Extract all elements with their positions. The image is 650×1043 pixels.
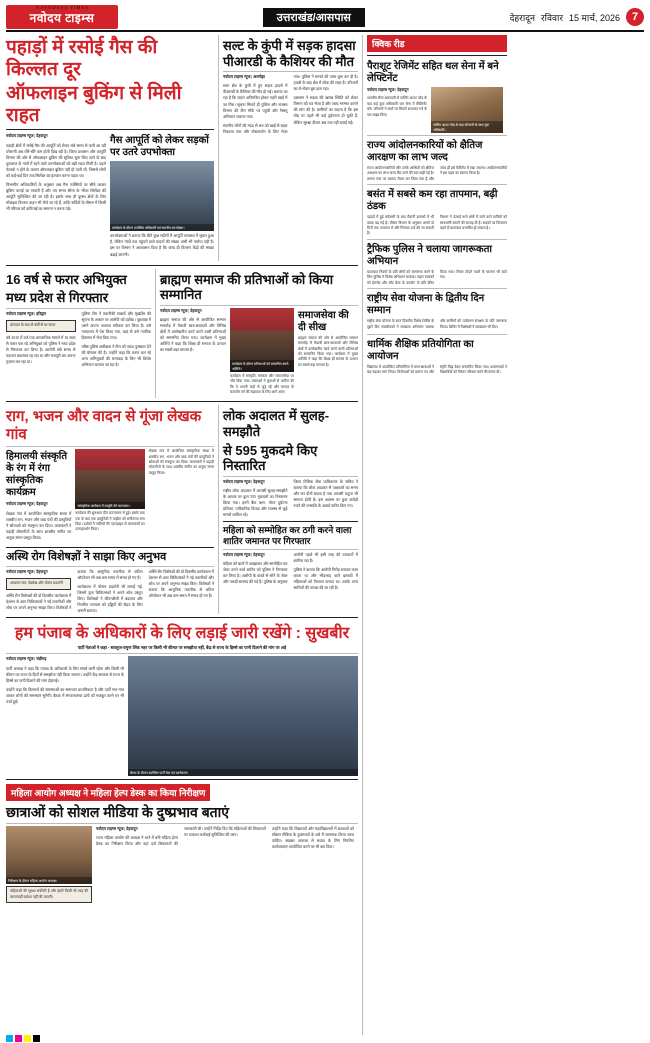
lead-body-2: विभागीय अधिकारियों के अनुसार अब गैस एजेंसियों पर सीधे जाकर बुकिंग कराई जा सकती है और तय समय सीमा के भीतर सिलेंडर की आपूर्ति सुनिश्चित की जा रही है। इसके साथ ही दूरस्थ क्षेत्रों के लिए मोबाइल वितरण वाहन भी भेजे जा रहे हैं, ताकि सर्दियों के मौसम में किसी भी परिवार को कठिनाई का सामना न करना पड़े। [6, 182, 106, 212]
quick-read-item[interactable] [367, 291, 507, 331]
music-photo-caption: सांस्कृतिक कार्यक्रम में प्रस्तुति देते कलाकार। [75, 502, 144, 509]
quick-read-headline: बसंत में सबसे कम रहा तापमान, बढ़ी ठंडक [367, 189, 498, 213]
salt-body-3: प्रशासन ने सड़क की खराब स्थिति को लेकर विभाग को पत्र भेजा है और जल्द मरम्मत कराने की मांग की है। ग्रामीणों का कहना है कि इस मोड़ पर पहले भी कई दुर्घटनाएं हो चुकी हैं, लेकिन सुरक्षा दीवार अब तक नहीं बनाई गई। [293, 96, 358, 125]
fugitive-story [6, 269, 151, 399]
quick-read-rail [362, 35, 507, 1035]
page-number: 7 [626, 8, 644, 26]
sukhbir-subhead: पार्टी नेताओं ने कहा - सतलुज-यमुना लिंक नहर पर किसी भी कीमत पर समझौता नहीं, केंद्र से राज्य के हिस्से का पानी दिलाने की मांग पर अड़े [77, 645, 287, 651]
music-byline: नवोदय टाइम्स न्यूज | देहरादून [6, 501, 48, 507]
sukhbir-body: पार्टी अध्यक्ष ने कहा कि पंजाब के अधिकारों के लिए संघर्ष जारी रहेगा और किसी भी कीमत पर राज्य के हितों से समझौता नहीं किया जाएगा। उन्होंने केंद्र सरकार से राज्य के हिस्से का पानी दिलाने की मांग दोहराई। [6, 666, 124, 683]
women-commission-byline: नवोदय टाइम्स न्यूज | देहरादून [96, 826, 138, 832]
women-commission-story [6, 783, 358, 906]
lok-adalat-body: राष्ट्रीय लोक अदालत में आपसी सुलह-समझौते के आधार पर कुल 595 मुकदमों का निस्तारण किया गया। इनमें बैंक ऋण, मोटर दुर्घटना प्रतिकर, पारिवारिक विवाद और राजस्व से जुड़े मामले शामिल रहे। [223, 488, 288, 518]
ortho-headline: अस्थि रोग विशेषज्ञों ने साझा किए अनुभव [6, 550, 167, 563]
brahman-headline: ब्राह्मण समाज की प्रतिभाओं को किया सम्मानित [160, 271, 334, 303]
lead-photo [110, 161, 214, 231]
sukhbir-photo [128, 656, 358, 776]
music-body: लेखक गांव में आयोजित सांस्कृतिक संध्या में शास्त्रीय राग, भजन और वाद्य यंत्रों की प्रस्तुतियों ने श्रोताओं को मंत्रमुग्ध कर दिया। कलाकारों ने पहाड़ी लोकगीतों के साथ शास्त्रीय संगीत का अनूठा संगम प्रस्तुत किया। [6, 511, 72, 540]
women-commission-quote: महिलाओं की सुरक्षा सर्वोपरि है और इसमें किसी भी तरह की लापरवाही बर्दाश्त नहीं की जाएगी। [6, 886, 92, 903]
fugitive-body-3: वरिष्ठ पुलिस अधीक्षक ने टीम को नकद पुरस्कार देने की घोषणा की है। उन्होंने कहा कि फरार चल रहे अन्य अभियुक्तों की धरपकड़ के लिए भी विशेष अभियान चलाया जा रहा है। [81, 344, 151, 368]
brahman-photo [230, 308, 294, 372]
quick-read-item[interactable] [367, 59, 507, 133]
brahman-story [155, 269, 358, 399]
quick-read-headline: पैराशूट रेजिमेंट सहित थल सेना में बने लेफ्टिनेंट [367, 61, 499, 84]
brahman-body: ब्राह्मण समाज की ओर से आयोजित सम्मान समारोह में मेधावी छात्र-छात्राओं और विभिन्न क्षेत्रों में उल्लेखनीय कार्य करने वाली प्रतिभाओं को सम्मानित किया गया। कार्यक्रम में मुख्य अतिथि ने कहा कि शिक्षा ही समाज के उत्थान का सबसे बड़ा माध्यम है। [160, 317, 226, 353]
fugitive-body: वर्ष 2010 में दर्ज एक आपराधिक मामले में 16 साल से फरार चल रहे अभियुक्त को पुलिस ने मध्य प्रदेश से गिरफ्तार कर लिया है। आरोपी लंबे समय से पहचान बदलकर रह रहा था और मजदूरी कर अपना गुजारा कर रहा था। [6, 335, 76, 364]
fugitive-byline: नवोदय टाइम्स न्यूज | हरिद्वार [6, 310, 47, 316]
sukhbir-text-col [6, 656, 124, 776]
salt-byline: नवोदय टाइम्स न्यूज | अल्मोड़ा [223, 74, 265, 80]
lok-adalat-headline-2: से 595 मुकदमे किए निस्तारित [223, 442, 318, 474]
quick-read-body-2: विभाग ने ऊंचाई वाले क्षेत्रों में जाने वाले यात्रियों को सावधानी बरतने की सलाह दी है। सड़कों पर फिसलन बढ़ने से यातायात प्रभावित हो सकता है। [440, 215, 507, 230]
quick-read-headline: धार्मिक शैक्षिक प्रतियोगिता का आयोजन [367, 338, 474, 362]
fugitive-headline-1: 16 वर्ष से फरार अभियुक्त [6, 271, 127, 287]
woman-arrest-body: महिला को बातों में उलझाकर और सम्मोहित कर जेवर ठगने वाले शातिर को पुलिस ने गिरफ्तार कर लिया है। आरोपी के कब्जे से सोने के जेवर और नकदी बरामद की गई है। पुलिस के अनुसार आरोपी पहले भी इसी तरह की वारदातों में शामिल रहा है। [223, 552, 358, 585]
publication-logo[interactable]: नवोदय टाइम्स [6, 5, 118, 29]
quick-read-body: राष्ट्रीय सेवा योजना के सात दिवसीय विशेष शिविर के दूसरे दिन स्वयंसेवकों ने स्वच्छता अभियान चलाया और ग्रामीणों को पर्यावरण संरक्षण के प्रति जागरूक किया। शिविर में विशेषज्ञों ने व्याख्यान भी दिए। [367, 319, 507, 329]
edition-name: देहरादून [509, 12, 535, 23]
lok-adalat-byline: नवोदय टाइम्स न्यूज | देहरादून [223, 478, 265, 484]
edition-day: रविवार [540, 12, 564, 23]
ortho-subhead: अध्ययन सत्र, देखरेख और पोस्टर प्रदर्शनी [6, 578, 71, 590]
quick-read-headline: ट्रैफिक पुलिस ने चलाया जागरूकता अभियान [367, 244, 492, 268]
lead-body-3: उपभोक्ताओं ने बताया कि बीते कुछ महीनों में आपूर्ति व्यवस्था में सुधार हुआ है, लेकिन गांवों तक पहुंचने वाले वाहनों की संख्या अभी भी पर्याप्त नहीं है। इस पर विभाग ने आश्वासन दिया है कि जल्द ही वितरण केंद्रों की संख्या बढ़ाई जाएगी। [110, 234, 214, 257]
quick-read-body: भारतीय सैन्य अकादमी से पासिंग आउट परेड के बाद कई युवा अधिकारी थल सेना में लेफ्टिनेंट बने। परिजनों ने कंधों पर सितारे सजाकर गर्व के पल साझा किए। [367, 96, 427, 117]
music-story [6, 405, 214, 614]
third-band [6, 405, 358, 614]
sukhbir-headline: हम पंजाब के अधिकारों के लिए लड़ाई जारी रखेंगे : सुखबीर [14, 625, 350, 643]
lead-text-col [6, 133, 106, 260]
registration-marks [6, 1035, 40, 1042]
lead-subhead: गैस आपूर्ति को लेकर सड़कों पर उतरे उपभोक्ता [110, 135, 209, 159]
women-commission-photo-col [6, 826, 92, 906]
lead-photo-caption: कार्यक्रम के दौरान उपस्थित अधिकारी एवं स्थानीय उपभोक्ता। [110, 224, 214, 231]
music-subhead: हिमालयी संस्कृति के रंग में रंगा सांस्कृतिक कार्यक्रम [6, 451, 68, 499]
quick-read-body: राज्य आंदोलनकारियों और उनके आश्रितों को क्षैतिज आरक्षण का लाभ जल्द दिए जाने की बात कही गई है। शासन स्तर पर प्रस्ताव तैयार कर लिया गया है और जल्द ही इसे कैबिनेट में रखा जाएगा। आंदोलनकारियों ने इस पहल का स्वागत किया है। [367, 166, 507, 181]
lead-byline: नवोदय टाइम्स न्यूज | देहरादून [6, 133, 48, 139]
women-commission-headline: छात्राओं को सोशल मीडिया के दुष्प्रभाव बताएं [6, 804, 230, 821]
lead-photo-col [110, 133, 214, 260]
music-body-2: कार्यक्रम की शुरुआत दीप प्रज्ज्वलन से हुई। इसके बाद एक के बाद एक प्रस्तुतियों ने माहौल को संगीतमय बना दिया। दर्शकों ने तालियों की गड़गड़ाहट से कलाकारों का उत्साहवर्धन किया। [75, 511, 145, 532]
lead-headline-2: ऑफलाइन बुकिंग से मिली राहत [6, 82, 182, 126]
brahman-text-col [160, 308, 226, 399]
masthead [6, 4, 644, 32]
section-title: उत्तराखंड/आसपास [263, 8, 365, 27]
brahman-body-2: कार्यक्रम में संस्कृति, संस्कार और समाजसेवा पर जोर दिया गया। वक्ताओं ने युवाओं से अपील की कि वे अपनी जड़ों से जुड़े रहें और समाज के कमजोर वर्ग की सहायता के लिए आगे आएं। [230, 373, 294, 394]
quick-read-headline: राष्ट्रीय सेवा योजना के द्वितीय दिन सम्मान [367, 293, 485, 317]
quick-read-photo-caption: पासिंग आउट परेड के बाद परिजनों के साथ युवा अधिकारी। [431, 121, 503, 133]
lead-story [6, 35, 214, 261]
quick-read-item[interactable] [367, 337, 507, 377]
sukhbir-story [6, 621, 358, 776]
edition-date: 15 मार्च, 2026 [569, 12, 620, 23]
music-col-3 [149, 449, 214, 543]
sukhbir-byline: नवोदय टाइम्स न्यूज | चंडीगढ़ [6, 656, 47, 662]
music-col-2 [75, 449, 144, 543]
brahman-sidehead: समाजसेवा की दी सीख [298, 309, 349, 333]
quick-read-body: यातायात नियमों के प्रति लोगों को जागरूक करने के लिए पुलिस ने विशेष अभियान चलाया। वाहन चालकों को हेलमेट और सीट बेल्ट के उपयोग के प्रति प्रेरित किया गया। नियम तोड़ने वालों के चालान भी काटे गए। [367, 270, 507, 285]
women-commission-text-col [96, 826, 354, 906]
ortho-byline: नवोदय टाइम्स न्यूज | देहरादून [6, 568, 48, 574]
quick-read-headline: राज्य आंदोलनकारियों को क्षैतिज आरक्षण का लाभ जल्द [367, 140, 483, 163]
woman-arrest-body-2: पुलिस ने बताया कि आरोपी गिरोह बनाकर काम करता था और भीड़भाड़ वाले इलाकों में महिलाओं को निशाना बनाता था। उसके अन्य साथियों की तलाश की जा रही है। [293, 567, 358, 590]
quick-read-item[interactable] [367, 187, 507, 237]
lok-adalat-headline-1: लोक अदालत में सुलह-समझौते [223, 408, 330, 439]
music-col-1 [6, 449, 71, 543]
quick-read-body: विद्यालय में आयोजित प्रतियोगिता में छात्र-छात्राओं ने बढ़-चढ़कर भाग लिया। विजेताओं को प्रमाण पत्र और स्मृति चिह्न देकर सम्मानित किया गया। प्रधानाचार्य ने विद्यार्थियों को निरंतर परिश्रम करने की प्रेरणा दी। [367, 364, 507, 374]
woman-arrest-headline: महिला को सम्मोहित कर ठगी करने वाला शातिर जमानत पर गिरफ्तार [223, 525, 352, 546]
salt-story [218, 35, 358, 261]
salt-body-2: स्थानीय लोगों की मदद से शव को खाई से बाहर निकाला गया और पोस्टमार्टम के लिए भेजा गया। पुलिस ने मामले की जांच शुरू कर दी है। हादसे के बाद क्षेत्र में शोक की लहर है। परिजनों का रो-रोकर बुरा हाल रहा। [223, 75, 358, 134]
ortho-body: अस्थि रोग विशेषज्ञों की दो दिवसीय कार्यशाला में देशभर से आए चिकित्सकों ने नई तकनीकों और शोध पर अपने अनुभव साझा किए। विशेषज्ञों ने बताया कि आधुनिक तकनीक से जटिल ऑपरेशन भी अब कम समय में संभव हो गए हैं। [6, 569, 143, 610]
quick-read-item[interactable] [367, 138, 507, 182]
brahman-byline: नवोदय टाइम्स न्यूज | देहरादून [160, 307, 202, 313]
ortho-body-3: अस्थि रोग विशेषज्ञों की दो दिवसीय कार्यशाला में देशभर से आए चिकित्सकों ने नई तकनीकों और शोध पर अपने अनुभव साझा किए। विशेषज्ञों ने बताया कि आधुनिक तकनीक से जटिल ऑपरेशन भी अब कम समय में संभव हो गए हैं। [148, 569, 214, 599]
women-commission-photo [6, 826, 92, 884]
salt-headline: सल्ट के कुंपी में सड़क हादसा पीआरडी के कैशियर की मौत [223, 38, 356, 69]
music-body-3: लेखक गांव में आयोजित सांस्कृतिक संध्या में शास्त्रीय राग, भजन और वाद्य यंत्रों की प्रस्तुतियों ने श्रोताओं को मंत्रमुग्ध कर दिया। कलाकारों ने पहाड़ी लोकगीतों के साथ शास्त्रीय संगीत का अनूठा संगम प्रस्तुत किया। [148, 449, 214, 475]
lok-adalat-body-2: जिला विधिक सेवा प्राधिकरण के सचिव ने बताया कि लोक अदालत से पक्षकारों का समय और धन दोनों बचता है तथा आपसी कटुता भी समाप्त होती है। इस अवसर पर कुल करोड़ों रुपये की धनराशि के अवार्ड पारित किए गए। [293, 479, 358, 508]
left-column [6, 35, 358, 1035]
top-band [6, 35, 358, 261]
sukhbir-photo-caption: बैठक के दौरान उपस्थित पार्टी नेता एवं कार्यकर्ता। [128, 769, 358, 776]
woman-arrest-story [223, 525, 358, 591]
women-commission-body-2: उन्होंने कहा कि विद्यालयों और महाविद्यालयों में छात्राओं को सोशल मीडिया के दुष्प्रभावों के बारे में जागरूक किया जाना चाहिए। साइबर अपराध से बचाव के लिए नियमित कार्यशालाएं आयोजित करने पर भी बल दिया। [272, 827, 354, 850]
music-headline: राग, भजन और वादन से गूंजा लेखक गांव [6, 408, 202, 444]
fugitive-bullet: वारदात के बाद से वर्षों से था फरार [6, 320, 76, 332]
publication-logo-sub: NAVODAYA TIMES [36, 5, 89, 10]
lok-adalat-story [218, 405, 358, 614]
section-title-wrap [118, 8, 510, 27]
sukhbir-body-2: उन्होंने कहा कि किसानों की समस्याओं का समाधान प्राथमिकता है और पार्टी गांव-गांव जाकर लोगों की समस्याएं सुनेगी। बैठक में संगठनात्मक ढांचे को मजबूत करने पर भी चर्चा हुई। [6, 687, 124, 704]
lead-headline-1: पहाड़ों में रसोई गैस की किल्लत दूर [6, 37, 158, 80]
salt-body: सल्ट क्षेत्र के कुंपी में हुए सड़क हादसे में पीआरडी के कैशियर की मौत हो गई। बताया जा रहा है कि वाहन अनियंत्रित होकर गहरी खाई में जा गिरा। सूचना मिलते ही पुलिस और राजस्व विभाग की टीम मौके पर पहुंची और रेस्क्यू अभियान चलाया गया। [223, 84, 288, 119]
brahman-photo-col [230, 308, 294, 399]
women-commission-redbar: महिला आयोग अध्यक्ष ने महिला हेल्प डेस्क का किया निरीक्षण [6, 784, 210, 801]
women-commission-photo-caption: निरीक्षण के दौरान महिला आयोग अध्यक्ष। [6, 877, 92, 884]
brahman-photo-caption: कार्यक्रम के दौरान प्रतिभाओं को सम्मानित करते अतिथि। [230, 360, 294, 372]
second-band [6, 269, 358, 399]
page-body [6, 35, 644, 1035]
brahman-side-col [298, 308, 358, 399]
fugitive-body-2: पुलिस टीम ने तकनीकी साक्ष्यों और मुखबिर की सूचना के आधार पर आरोपी को दबोचा। पूछताछ में उसने अपना अपराध स्वीकार कर लिया है। उसे न्यायालय में पेश किया गया, जहां से उसे न्यायिक हिरासत में भेज दिया गया। [81, 311, 151, 340]
ortho-story [6, 551, 214, 615]
brahman-side-body: ब्राह्मण समाज की ओर से आयोजित सम्मान समारोह में मेधावी छात्र-छात्राओं और विभिन्न क्षेत्रों में उल्लेखनीय कार्य करने वाली प्रतिभाओं को सम्मानित किया गया। कार्यक्रम में मुख्य अतिथि ने कहा कि शिक्षा ही समाज के उत्थान का सबसे बड़ा माध्यम है। [298, 335, 358, 367]
women-commission-body: राज्य महिला आयोग की अध्यक्ष ने थाने में बनी महिला हेल्प डेस्क का निरीक्षण किया और वहां दर्ज शिकायतों की जानकारी ली। उन्होंने निर्देश दिए कि महिलाओं की शिकायतों पर तत्काल कार्रवाई सुनिश्चित की जाए। [96, 827, 266, 847]
fugitive-headline-2: मध्य प्रदेश से गिरफ्तार [6, 290, 109, 306]
quick-read-item[interactable] [367, 242, 507, 286]
quick-read-byline: नवोदय टाइम्स न्यूज | देहरादून [367, 87, 409, 92]
quick-read-title: क्विक रीड [367, 35, 507, 52]
lead-body: पहाड़ी क्षेत्रों में रसोई गैस की आपूर्ति को लेकर लंबे समय से चली आ रही परेशानी अब धीरे-धीरे कम होती दिख रही है। जिला प्रशासन और आपूर्ति विभाग की ओर से ऑफलाइन बुकिंग की सुविधा शुरू किए जाने के बाद दूरदराज के गांवों में रहने वाले उपभोक्ताओं को बड़ी राहत मिली है। पहले नेटवर्क न होने के कारण ऑनलाइन बुकिंग नहीं हो पाती थी, जिससे लोगों को कई-कई दिन तक सिलेंडर का इंतजार करना पड़ता था। [6, 143, 106, 178]
masthead-meta [510, 8, 644, 26]
quick-read-photo [431, 87, 503, 133]
quick-read-body: पहाड़ों में हुई बर्फबारी के बाद मैदानी इलाकों में भी ठंडक बढ़ गई है। मौसम विभाग के अनुसार अगले दो दिनों तक तापमान में और गिरावट दर्ज की जा सकती है। [367, 215, 434, 236]
ortho-body-2: कार्यशाला में पोस्टर प्रदर्शनी भी लगाई गई, जिसमें युवा चिकित्सकों ने अपने शोध प्रस्तुत किए। विशेषज्ञों ने जीवनशैली में बदलाव और नियमित व्यायाम को हड्डियों की सेहत के लिए जरूरी बताया। [77, 585, 143, 614]
woman-arrest-byline: नवोदय टाइम्स न्यूज | देहरादून [223, 551, 265, 557]
music-photo [75, 449, 144, 509]
sukhbir-photo-col [128, 656, 358, 776]
